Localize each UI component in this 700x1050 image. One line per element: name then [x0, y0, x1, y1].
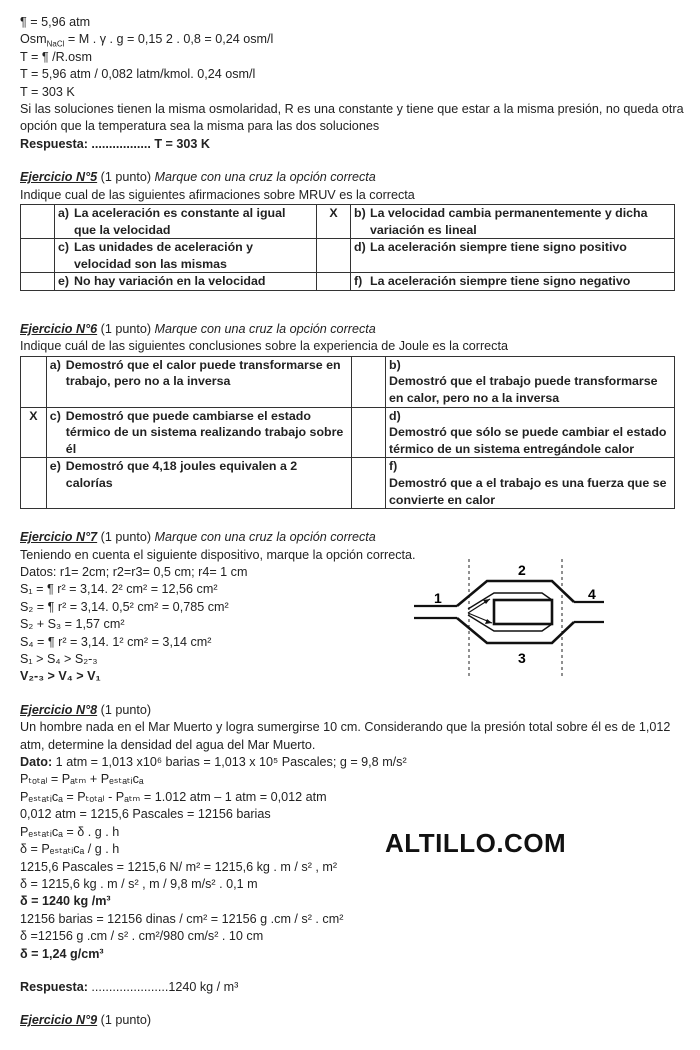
exercise-title: Ejercicio N°5: [20, 170, 98, 185]
option-cell: [351, 205, 675, 239]
answer-mark-cell[interactable]: [21, 239, 55, 273]
formula-line: δ = Pₑₛₜₐₜᵢcₐ / g . h: [20, 842, 120, 857]
option-text: La aceleración siempre tiene signo negativo: [370, 274, 631, 289]
result-line: δ = 1240 kg /m³: [20, 894, 111, 909]
answer-mark-cell[interactable]: [21, 356, 47, 407]
formula-line: S₄ = ¶ r² = 3,14. 1² cm² = 3,14 cm²: [20, 634, 212, 649]
exercise-title: Ejercicio N°9: [20, 1013, 98, 1028]
exercise-7: Ejercicio N°7 (1 punto) Marque con una cruz la opción correcta Teniendo en cuenta el siguiente dispositivo, marque la opción correcta. Datos: r1= 2cm; r2=r3= 0,5 cm; r4= 1 cm S₁ = ¶ r² = 3,14. 2² cm² = 12,56 cm² S₂ = ¶ r² = 3,14. 0,5² cm² = 0,785 cm² S₂ + S₃ = 1,57 cm² S₄ = ¶ r² = 3,14. 1² cm² = 3,14 cm² S₁ > S₄ > S₂-₃ V₂-₃ > V₄ > V₁ 1 2 3 4: [20, 529, 685, 686]
text-line: T = 5,96 atm / 0,082 latm/kmol. 0,24 osm/l: [20, 67, 256, 82]
exercise-question: Indique cuál de las siguientes conclusiones sobre la experiencia de Joule es la correcta: [20, 339, 508, 354]
formula-line: Pₑₛₜₐₜᵢcₐ = δ . g . h: [20, 824, 120, 839]
answer-line: Respuesta: ................. T = 303 K: [20, 136, 211, 151]
exercise-6: Ejercicio N°6 (1 punto) Marque con una cruz la opción correcta Indique cuál de las siguientes conclusiones sobre la experiencia de Joule es la correcta a) Demostró que el calor puede transformarse en trabajo, pero no a la inversa b)Demostró que el trabajo puede transformarse en calor, pero no a la inversa X c) Demostró que puede cambiarse el estado térmico de un sistema realizando trabajo sobre él d)Demostró que sólo se puede cambiar el estado térmico de un sistema entregándole calor e) Demostró que 4,18 joules equivalen a 2 calorías f)Demostró que a el trabajo es una fuerza que se convierte en calor: [20, 321, 685, 509]
pipe-device-diagram: [412, 559, 612, 679]
option-letter: c): [58, 240, 70, 255]
option-row: [21, 356, 675, 407]
option-letter: d): [354, 240, 366, 255]
option-cell: [46, 407, 352, 458]
formula-line: Pₜₒₜₐₗ = Pₐₜₘ + Pₑₛₜₐₜᵢcₐ: [20, 772, 144, 787]
exercise-title: Ejercicio N°6: [20, 322, 98, 337]
exercise-8: Ejercicio N°8 (1 punto) Un hombre nada en el Mar Muerto y logra sumergirse 10 cm. Considerando que la presión total sobre él es de 1,012 atm, determine la densidad del agua del Mar Muerto. Dato: 1 atm = 1,013 x10⁶ barias = 1,013 x 10⁵ Pascales; g = 9,8 m/s² Pₜₒₜₐₗ = Pₐₜₘ + Pₑₛₜₐₜᵢcₐ Pₑₛₜₐₜᵢcₐ = Pₜₒₜₐₗ - Pₐₜₘ = 1.012 atm – 1 atm = 0,012 atm 0,012 atm = 1215,6 Pascales = 12156 barias Pₑₛₜₐₜᵢcₐ = δ . g . h δ = Pₑₛₜₐₜᵢcₐ / g . h 1215,6 Pascales = 1215,6 N/ m² = 1215,6 kg . m / s² , m² δ = 1215,6 kg . m / s² , m / 9,8 m/s² . 0,1 m δ = 1240 kg /m³ 12156 barias = 12156 dinas / cm² = 12156 g .cm / s² . cm² δ =12156 g .cm / s² . cm²/980 cm/s² . 10 cm δ = 1,24 g/cm³ Respuesta: ......................1240 kg / m³: [20, 702, 685, 997]
option-text: Demostró que puede cambiarse el estado térmico de un sistema realizando trabajo sobre él: [65, 408, 344, 456]
options-table: [20, 356, 675, 509]
option-letter: b): [389, 357, 401, 372]
option-row: [21, 205, 675, 239]
formula-line: δ =12156 g .cm / s² . cm²/980 cm/s² . 10 cm: [20, 929, 264, 944]
exercise-title: Ejercicio N°7: [20, 530, 98, 545]
option-letter: a): [58, 206, 70, 221]
text-line: T = ¶ /R.osm: [20, 49, 92, 64]
option-letter: e): [58, 274, 70, 289]
formula-line: S₂ = ¶ r² = 3,14. 0,5² cm² = 0,785 cm²: [20, 599, 229, 614]
option-letter: e): [49, 459, 61, 474]
exercise-5: Ejercicio N°5 (1 punto) Marque con una cruz la opción correcta Indique cual de las siguientes afirmaciones sobre MRUV es la correcta a) La aceleración es constante al igual que la velocidad X b) La velocidad cambia permanentemente y dicha variación es lineal c) Las unidades de aceleración y velocidad son las mismas d) La aceleración siempre tiene signo positivo e) No hay variación en la velocidad f) La aceleración siempre tiene signo negativo: [20, 169, 685, 291]
watermark-logo: ALTILLO.COM: [385, 828, 567, 858]
answer-mark-cell[interactable]: [352, 407, 386, 458]
exercise-question: Teniendo en cuenta el siguiente dispositivo, marque la opción correcta.: [20, 547, 416, 562]
option-text: Demostró que el trabajo puede transformarse en calor, pero no a la inversa: [389, 374, 658, 406]
option-cell: [46, 356, 352, 407]
option-text: La aceleración siempre tiene signo positivo: [370, 240, 627, 255]
option-letter: b): [354, 206, 366, 221]
formula-line: 1215,6 Pascales = 1215,6 N/ m² = 1215,6 kg . m / s² , m²: [20, 859, 338, 874]
option-row: [21, 239, 675, 273]
dato-line: Dato: 1 atm = 1,013 x10⁶ barias = 1,013 x 10⁵ Pascales; g = 9,8 m/s²: [20, 755, 407, 770]
option-row: [21, 458, 675, 509]
document-page: [20, 14, 685, 1030]
option-text: La velocidad cambia permanentemente y dicha variación es lineal: [370, 206, 648, 237]
options-table: [20, 204, 675, 291]
option-text: Demostró que 4,18 joules equivalen a 2 calorías: [65, 459, 298, 490]
answer-line: Respuesta: ......................1240 kg / m³: [20, 979, 239, 994]
option-text: Demostró que el calor puede transformarse en trabajo, pero no a la inversa: [65, 357, 341, 389]
exercise-title: Ejercicio N°8: [20, 702, 98, 717]
pipe-label-1: 1: [434, 590, 442, 607]
formula-line: Pₑₛₜₐₜᵢcₐ = Pₜₒₜₐₗ - Pₐₜₘ = 1.012 atm – 1 atm = 0,012 atm: [20, 789, 327, 804]
answer-mark-cell[interactable]: [352, 458, 386, 509]
answer-mark-cell[interactable]: [352, 356, 386, 407]
option-letter: f): [389, 459, 398, 474]
option-cell: [351, 273, 675, 291]
exercise-9: Ejercicio N°9 (1 punto): [20, 1013, 152, 1028]
option-text: Demostró que sólo se puede cambiar el estado térmico de un sistema entregándole calor: [389, 425, 667, 456]
formula-line: S₂ + S₃ = 1,57 cm²: [20, 617, 125, 632]
pipe-label-4: 4: [588, 586, 596, 603]
option-cell: [386, 458, 675, 509]
option-cell: [351, 239, 675, 273]
explanation-paragraph: Si las soluciones tienen la misma osmolaridad, R es una constante y tiene que estar a la misma presión, no queda otra opción que la temperatura sea la misma para las dos soluciones: [20, 102, 684, 134]
option-letter: d): [389, 408, 401, 423]
answer-mark-cell[interactable]: [317, 239, 351, 273]
solution-steps: [20, 771, 685, 893]
option-letter: c): [49, 408, 61, 423]
exercise-statement: Un hombre nada en el Mar Muerto y logra sumergirse 10 cm. Considerando que la presión total sobre él es de 1,012 atm, determine la densidad del agua del Mar Muerto.: [20, 720, 671, 752]
option-text: La aceleración es constante al igual que la velocidad: [74, 206, 286, 237]
text-line: T = 303 K: [20, 84, 75, 99]
section-osmosis-result: [20, 14, 685, 153]
answer-mark-cell[interactable]: [21, 273, 55, 291]
option-cell: [55, 239, 317, 273]
text-line: Osm$_{NaCl}$ = M . γ . g = 0,15 2 . 0,8 = 0,24 osm/l: [20, 32, 274, 49]
option-row: [21, 273, 675, 291]
answer-mark-cell[interactable]: [317, 273, 351, 291]
formula-line: V₂-₃ > V₄ > V₁: [20, 669, 101, 684]
answer-mark-cell[interactable]: [21, 205, 55, 239]
answer-mark-cell[interactable]: X: [317, 205, 351, 239]
formula-line: δ = 1215,6 kg . m / s² , m / 9,8 m/s² . 0,1 m: [20, 876, 258, 891]
option-text: Demostró que a el trabajo es una fuerza que se convierte en calor: [389, 476, 667, 507]
option-cell: [55, 205, 317, 239]
option-cell: [55, 273, 317, 291]
option-cell: [386, 356, 675, 407]
text-line: ¶ = 5,96 atm: [20, 15, 91, 29]
option-letter: f): [354, 274, 363, 289]
pipe-label-2: 2: [518, 562, 526, 579]
option-cell: [386, 407, 675, 458]
result-line: δ = 1,24 g/cm³: [20, 946, 104, 961]
option-letter: a): [49, 357, 61, 372]
exercise-question: Indique cual de las siguientes afirmaciones sobre MRUV es la correcta: [20, 187, 415, 202]
option-text: Las unidades de aceleración y velocidad son las mismas: [74, 240, 254, 271]
answer-mark-cell[interactable]: [21, 458, 47, 509]
solution-steps-cgs: [20, 911, 685, 946]
option-text: No hay variación en la velocidad: [74, 274, 266, 289]
formula-line: S₁ > S₄ > S₂-₃: [20, 652, 98, 667]
formula-line: S₁ = ¶ r² = 3,14. 2² cm² = 12,56 cm²: [20, 582, 218, 597]
formula-line: 12156 barias = 12156 dinas / cm² = 12156 g .cm / s² . cm²: [20, 911, 344, 926]
option-cell: [46, 458, 352, 509]
datos-line: Datos: r1= 2cm; r2=r3= 0,5 cm; r4= 1 cm: [20, 565, 248, 579]
pipe-label-3: 3: [518, 650, 526, 667]
answer-mark-cell[interactable]: X: [21, 407, 47, 458]
formula-line: 0,012 atm = 1215,6 Pascales = 12156 barias: [20, 807, 271, 822]
option-row: [21, 407, 675, 458]
